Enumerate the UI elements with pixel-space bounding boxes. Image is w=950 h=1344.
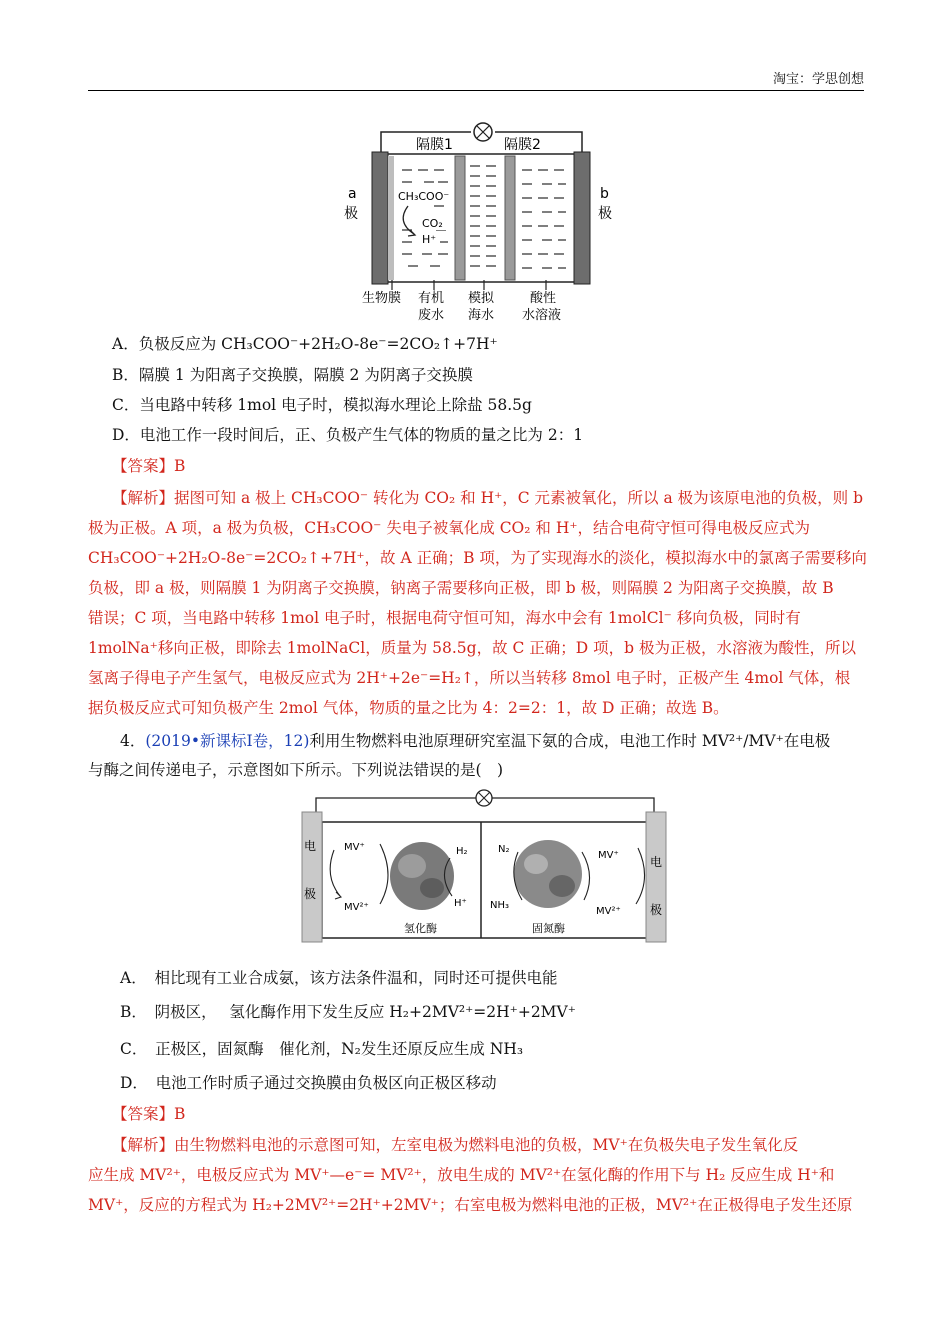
h-plus-label-2: H⁺: [454, 898, 467, 909]
q4-answer: 【答案】B: [112, 1105, 186, 1123]
mv-plus-left: MV⁺: [344, 842, 365, 853]
bottom-label-acidic-2: 水溶液: [522, 308, 562, 323]
mv2-plus-right: MV²⁺: [596, 906, 621, 917]
bottom-label-biofilm: 生物膜: [362, 291, 402, 306]
b-pole-label-1: b: [600, 186, 609, 202]
q3-option-a: A．负极反应为 CH₃COO⁻+2H₂O-8e⁻=2CO₂↑+7H⁺: [112, 335, 498, 353]
q4-analysis-line-2: 应生成 MV²⁺，电极反应式为 MV⁺—e⁻= MV²⁺，放电生成的 MV²⁺在氢化酶的作用下与 H₂ 反应生成 H⁺和: [88, 1166, 835, 1184]
page-header: [88, 68, 864, 91]
nh3-label: NH₃: [490, 900, 510, 911]
q3-analysis-line-2: 极为正极。A 项，a 极为负极，CH₃COO⁻ 失电子被氧化成 CO₂ 和 H⁺，结合电荷守恒可得电极反应式为: [88, 519, 811, 537]
hydrogenase-label: 氢化酶: [404, 922, 437, 935]
membrane-2: [505, 156, 515, 280]
q3-option-b: B．隔膜 1 为阳离子交换膜，隔膜 2 为阴离子交换膜: [112, 366, 473, 384]
nitrogenase-label: 固氮酶: [532, 922, 565, 935]
q3-analysis-line-4: 负极，即 a 极，则隔膜 1 为阴离子交换膜，钠离子需要移向正极，即 b 极，则隔膜 2 为阳离子交换膜，故 B: [88, 579, 834, 597]
membrane2-label: 隔膜2: [504, 137, 541, 153]
a-pole-label-1: a: [348, 186, 357, 202]
membrane-1: [455, 156, 465, 280]
q3-analysis-line-3: CH₃COO⁻+2H₂O-8e⁻=2CO₂↑+7H⁺，故 A 正确；B 项，为了实现海水的淡化，模拟海水中的氯离子需要移向: [88, 549, 867, 567]
q4-stem-line-1: 4．(2019•新课标Ⅰ卷，12)利用生物燃料电池原理研究室温下氨的合成，电池工作时 MV²⁺/MV⁺在电极: [120, 732, 831, 750]
q3-analysis-line-6: 1molNa⁺移向正极，即除去 1molNaCl，质量为 58.5g，故 C 正确；D 项，b 极为正极，水溶液为酸性，所以: [88, 639, 857, 657]
electrode-b: [574, 152, 590, 284]
right-electrode-label-2: 极: [650, 903, 663, 917]
mv2-plus-left: MV²⁺: [344, 902, 369, 913]
q4-option-c: C． 正极区，固氮酶 催化剂，N₂发生还原反应生成 NH₃: [120, 1040, 524, 1058]
nitrogenase-blob: [514, 840, 582, 908]
b-pole-label-2: 极: [598, 206, 612, 222]
n2-label: N₂: [498, 844, 510, 855]
q4-option-d: D． 电池工作时质子通过交换膜由负极区向正极区移动: [120, 1074, 497, 1092]
bottom-label-seawater-2: 海水: [468, 308, 495, 323]
h-plus-label: H⁺: [422, 233, 437, 246]
q4-option-b: B． 阴极区， 氢化酶作用下发生反应 H₂+2MV²⁺=2H⁺+2MV⁺: [120, 1003, 576, 1021]
q4-analysis-line-3: MV⁺，反应的方程式为 H₂+2MV²⁺=2H⁺+2MV⁺；右室电极为燃料电池的正极，MV²⁺在正极得电子发生还原: [88, 1196, 853, 1214]
electrode-a: [372, 152, 388, 284]
right-electrode: [646, 812, 666, 942]
bottom-label-acidic-1: 酸性: [530, 291, 557, 306]
q3-option-d: D．电池工作一段时间后，正、负极产生气体的物质的量之比为 2：1: [112, 426, 584, 444]
q3-analysis-line-8: 据负极反应式可知负极产生 2mol 气体，物质的量之比为 4：2=2：1，故 D 正确；故选 B。: [88, 699, 729, 717]
right-electrode-label-1: 电: [650, 855, 663, 869]
a-pole-label-2: 极: [344, 206, 358, 222]
left-electrode-label-2: 极: [304, 887, 317, 901]
h2-label: H₂: [456, 846, 468, 857]
bottom-label-seawater-1: 模拟: [468, 291, 495, 306]
bottom-label-organic-1: 有机: [418, 291, 445, 306]
q4-stem-line-2: 与酶之间传递电子，示意图如下所示。下列说法错误的是( ): [88, 761, 504, 779]
battery-diagram-1: [338, 122, 618, 326]
left-electrode: [302, 812, 322, 942]
q4-analysis-line-1: 【解析】由生物燃料电池的示意图可知，左室电极为燃料电池的负极，MV⁺在负极失电子发生氧化反: [112, 1136, 799, 1154]
q4-source: (2019•新课标Ⅰ卷，12): [145, 732, 310, 750]
q3-analysis-line-5: 错误；C 项，当电路中转移 1mol 电子时，根据电荷守恒可知，海水中会有 1molCl⁻ 移向负极，同时有: [88, 609, 801, 627]
q3-answer: 【答案】B: [112, 457, 186, 475]
co2-label: CO₂: [422, 217, 443, 230]
header-text: 淘宝：学思创想: [772, 72, 864, 87]
ch3coo-label: CH₃COO⁻: [398, 190, 450, 203]
q3-option-c: C．当电路中转移 1mol 电子时，模拟海水理论上除盐 58.5g: [112, 396, 532, 414]
battery-diagram-2: [300, 788, 668, 944]
mv-plus-right: MV⁺: [598, 850, 619, 861]
q4-option-a: A． 相比现有工业合成氨，该方法条件温和，同时还可提供电能: [120, 969, 558, 987]
bottom-label-organic-2: 废水: [418, 308, 445, 323]
left-electrode-label-1: 电: [304, 839, 317, 853]
q3-analysis-line-1: 【解析】据图可知 a 极上 CH₃COO⁻ 转化为 CO₂ 和 H⁺，C 元素被氧化，所以 a 极为该原电池的负极，则 b: [112, 489, 864, 507]
membrane1-label: 隔膜1: [416, 137, 453, 153]
q3-analysis-line-7: 氢离子得电子产生氢气，电极反应式为 2H⁺+2e⁻=H₂↑，所以当转移 8mol 电子时，正极产生 4mol 气体，根: [88, 669, 851, 687]
